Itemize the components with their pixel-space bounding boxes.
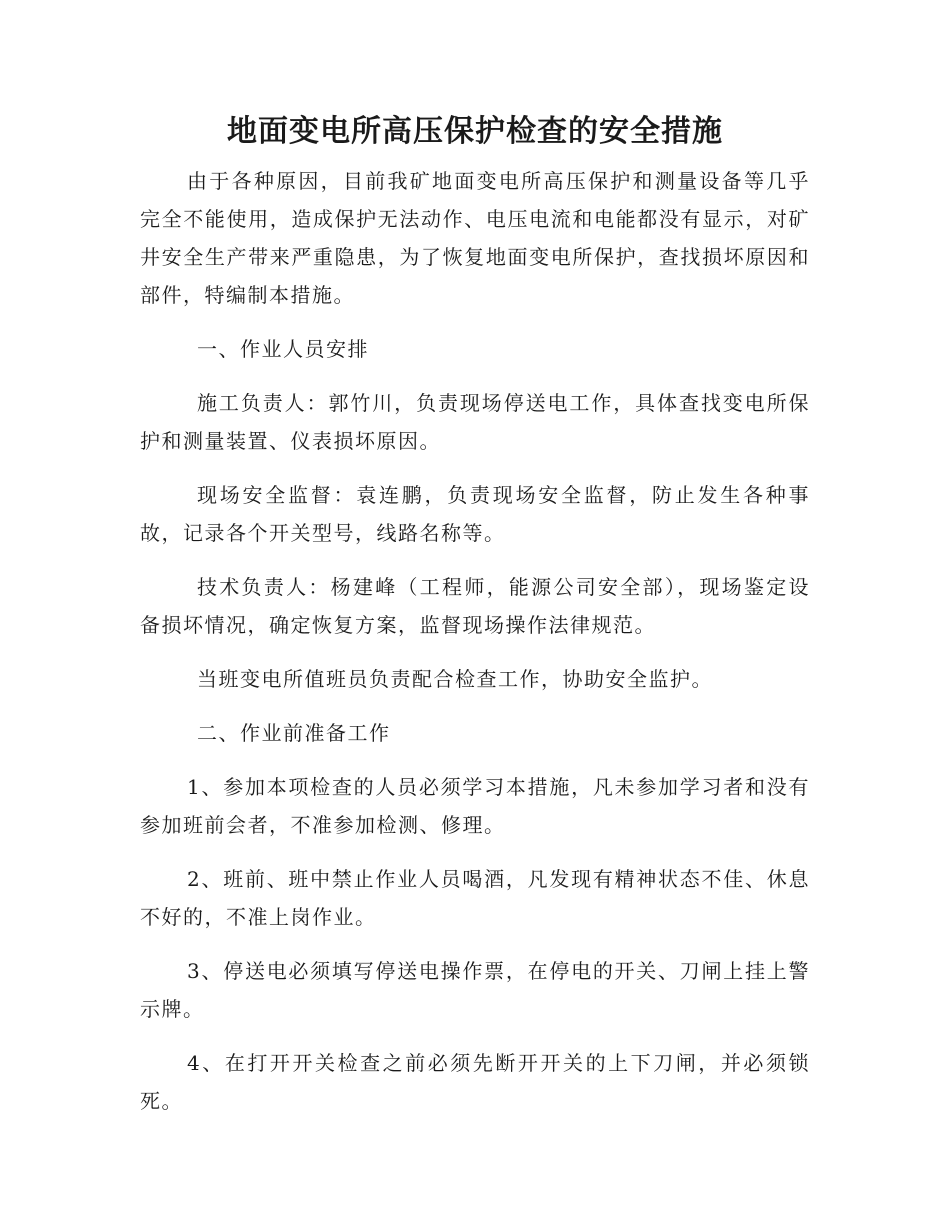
duty-staff-paragraph: 当班变电所值班员负责配合检查工作，协助安全监护。 [197, 667, 713, 691]
preparation-item: 3、停送电必须填写停送电操作票，在停电的开关、刀闸上挂上警示牌。 [140, 959, 810, 1021]
intro-paragraph: 由于各种原因，目前我矿地面变电所高压保护和测量设备等几乎完全不能使用，造成保护无法动作、电压电流和电能都没有显示，对矿井安全生产带来严重隐患，为了恢复地面变电所保护，查找损坏原因和部件，特编制本措施。 [140, 169, 810, 307]
preparation-item: 4、在打开开关检查之前必须先断开开关的上下刀闸，并必须锁死。 [140, 1051, 810, 1113]
section-heading-personnel: 一、作业人员安排 [197, 337, 369, 361]
document-body [140, 162, 810, 1136]
technical-leader-paragraph: 技术负责人：杨建峰（工程师，能源公司安全部），现场鉴定设备损坏情况，确定恢复方案，监督现场操作法律规范。 [140, 575, 810, 637]
document-title: 地面变电所高压保护检查的安全措施 [227, 114, 723, 149]
preparation-item: 2、班前、班中禁止作业人员喝酒，凡发现有精神状态不佳、休息不好的，不准上岗作业。 [140, 867, 810, 929]
section-heading-preparation: 二、作业前准备工作 [197, 721, 391, 745]
safety-supervisor-paragraph: 现场安全监督：袁连鹏，负责现场安全监督，防止发生各种事故，记录各个开关型号，线路名称等。 [140, 483, 810, 545]
preparation-item: 1、参加本项检查的人员必须学习本措施，凡未参加学习者和没有参加班前会者，不准参加检测、修理。 [140, 775, 810, 837]
construction-leader-paragraph: 施工负责人：郭竹川，负责现场停送电工作，具体查找变电所保护和测量装置、仪表损坏原因。 [140, 391, 810, 453]
